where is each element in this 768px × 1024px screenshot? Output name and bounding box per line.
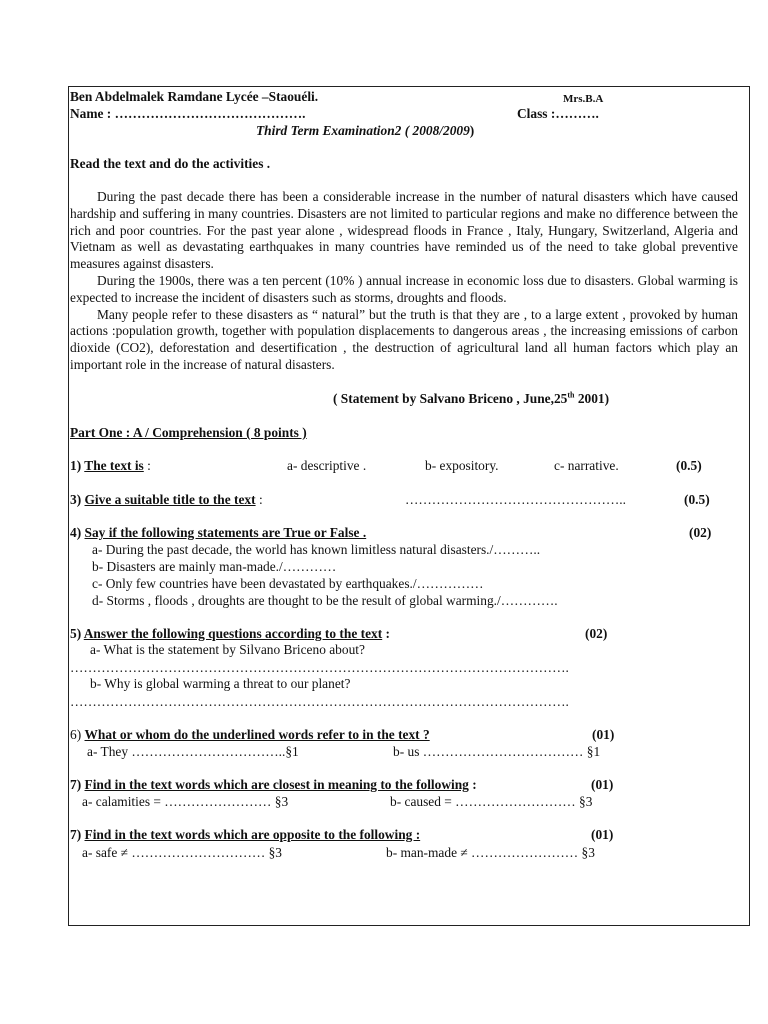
q7b-points: (01) — [591, 827, 614, 842]
question-1: 1) The text is : — [70, 458, 151, 473]
text-source: ( Statement by Salvano Briceno , June,25th 2001) — [333, 390, 610, 406]
class-field: Class :………. — [517, 106, 599, 121]
q5-points: (02) — [585, 626, 608, 641]
q7a-points: (01) — [591, 777, 614, 792]
q6-item-b: b- us ……………………………… §1 — [393, 744, 601, 759]
q5-answer-a-line: …………………………………………………………………………………………………. — [70, 660, 569, 675]
question-6: 6) What or whom do the underlined words refer to in the text ? — [70, 727, 430, 742]
question-7-synonyms: 7) Find in the text words which are closest in meaning to the following : — [70, 777, 477, 792]
paragraph-2: During the 1900s, there was a ten percent (10% ) annual increase in economic loss due to disasters. Global warming is expected to increase the incident of disasters such as storms, droughts and floods. — [70, 272, 738, 305]
q4-statement-a: a- During the past decade, the world has known limitless natural disasters./……….. — [92, 542, 541, 557]
paragraph-1: During the past decade there has been a considerable increase in the number of natural disasters which have caused hardship and suffering in many countries. Disasters are not limited to particular regions and make no difference between the rich and poor countries. For the past year alone , widespread floods in France , Italy, Hungary, Switzerland, Algeria and Vietnam as well as devastating earthquakes in many countries have reminded us of the need to take global preventive measures against disasters. — [70, 189, 738, 272]
q5-answer-b-line: …………………………………………………………………………………………………. — [70, 694, 569, 709]
question-3: 3) Give a suitable title to the text : — [70, 492, 263, 507]
student-name-field: Name : ……………………………………. — [70, 106, 306, 121]
q4-points: (02) — [689, 525, 712, 540]
q7a-item-a: a- calamities = …………………… §3 — [82, 794, 289, 809]
q1-option-c: c- narrative. — [554, 458, 619, 473]
teacher-name: Mrs.B.A — [563, 93, 604, 105]
q1-option-b: b- expository. — [425, 458, 499, 473]
q1-option-a: a- descriptive . — [287, 458, 367, 473]
question-4: 4) Say if the following statements are True or False . — [70, 525, 367, 540]
q5-question-b: b- Why is global warming a threat to our planet? — [90, 676, 351, 691]
q3-answer-blank: ………………………………………….. — [405, 492, 626, 507]
q4-statement-d: d- Storms , floods , droughts are thought to be the result of global warming./…………. — [92, 593, 558, 608]
q1-points: (0.5) — [676, 458, 702, 473]
exam-title: Third Term Examination2 ( 2008/2009) — [256, 123, 475, 138]
q4-statement-b: b- Disasters are mainly man-made./………… — [92, 559, 337, 574]
q6-points: (01) — [592, 727, 615, 742]
q7a-item-b: b- caused = ……………………… §3 — [390, 794, 593, 809]
q5-question-a: a- What is the statement by Silvano Briceno about? — [90, 642, 365, 657]
q7b-item-b: b- man-made ≠ …………………… §3 — [386, 845, 595, 860]
paragraph-3: Many people refer to these disasters as “ natural” but the truth is that they are , to a large extent , provoked by human actions :population growth, together with population displacements to dangerous areas , the increasing emissions of carbon dioxide (CO2), deforestation and desertification , the destruction of agricultural land all human factors which play an important role in the increase of natural disasters. — [70, 306, 738, 372]
question-7-opposites: 7) Find in the text words which are opposite to the following : — [70, 827, 421, 842]
q4-statement-c: c- Only few countries have been devastated by earthquakes./…………… — [92, 576, 484, 591]
q3-points: (0.5) — [684, 492, 710, 507]
q7b-item-a: a- safe ≠ ………………………… §3 — [82, 845, 282, 860]
question-5: 5) Answer the following questions according to the text : — [70, 626, 391, 641]
q6-item-a: a- They ……………………………..§1 — [87, 744, 299, 759]
school-name: Ben Abdelmalek Ramdane Lycée –Staouéli. — [70, 89, 319, 104]
reading-text — [70, 189, 738, 374]
part-one-title: Part One : A / Comprehension ( 8 points ) — [70, 425, 307, 440]
instruction: Read the text and do the activities . — [70, 156, 271, 171]
